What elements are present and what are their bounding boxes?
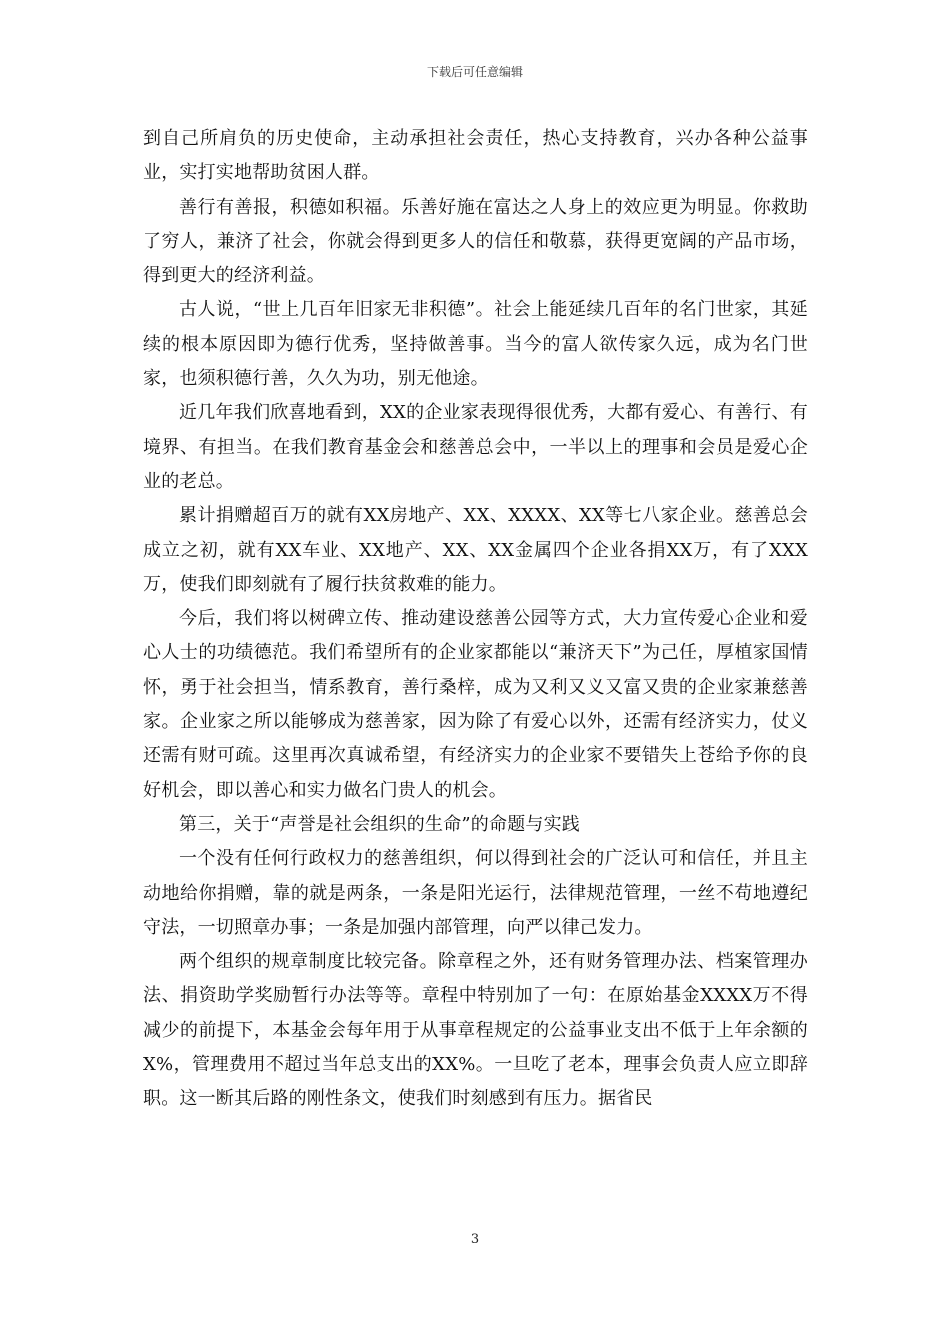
page-header: 下载后可任意编辑 bbox=[426, 65, 523, 79]
paragraph: 古人说，“世上几百年旧家无非积德”。社会上能延续几百年的名门世家，其延续的根本原因即为德行优秀，坚持做善事。当今的富人欲传家久远，成为名门世家，也须积德行善，久久为功，别无他途。 bbox=[143, 299, 808, 390]
paragraph: 今后，我们将以树碑立传、推动建设慈善公园等方式，大力宣传爱心企业和爱心人士的功绩德范。我们希望所有的企业家都能以“兼济天下”为己任，厚植家国情怀，勇于社会担当，情系教育，善行桑梓，成为又利又义又富又贵的企业家兼慈善家。企业家之所以能够成为慈善家，因为除了有爱心以外，还需有经济实力，仗义还需有财可疏。这里再次真诚希望，有经济实力的企业家不要错失上苍给予你的良好机会，即以善心和实力做名门贵人的机会。 bbox=[143, 608, 808, 801]
paragraph: 累计捐赠超百万的就有XX房地产、XX、XXXX、XX等七八家企业。慈善总会成立之初，就有XX车业、XX地产、XX、XX金属四个企业各捐XX万，有了XXX万，使我们即刻就有了履行扶贫救难的能力。 bbox=[143, 505, 808, 595]
paragraph: 善行有善报，积德如积福。乐善好施在富达之人身上的效应更为明显。你救助了穷人，兼济了社会，你就会得到更多人的信任和敬慕，获得更宽阔的产品市场，得到更大的经济利益。 bbox=[143, 196, 808, 287]
page-number: 3 bbox=[470, 1232, 480, 1247]
paragraph-continuation: 到自己所肩负的历史使命，主动承担社会责任，热心支持教育，兴办各种公益事业，实打实地帮助贫困人群。 bbox=[143, 128, 808, 184]
section-heading: 第三，关于“声誉是社会组织的生命”的命题与实践 bbox=[179, 813, 581, 835]
document-body bbox=[143, 122, 808, 1117]
paragraph: 一个没有任何行政权力的慈善组织，何以得到社会的广泛认可和信任，并且主动地给你捐赠，靠的就是两条，一条是阳光运行，法律规范管理，一丝不苟地遵纪守法，一切照章办事；一条是加强内部管理，向严以律己发力。 bbox=[143, 848, 808, 938]
paragraph: 近几年我们欣喜地看到，XX的企业家表现得很优秀，大都有爱心、有善行、有境界、有担当。在我们教育基金会和慈善总会中，一半以上的理事和会员是爱心企业的老总。 bbox=[143, 402, 808, 492]
paragraph: 两个组织的规章制度比较完备。除章程之外，还有财务管理办法、档案管理办法、捐资助学奖励暂行办法等等。章程中特别加了一句：在原始基金XXXX万不得减少的前提下，本基金会每年用于从事章程规定的公益事业支出不低于上年余额的X%，管理费用不超过当年总支出的XX%。一旦吃了老本，理事会负责人应立即辞职。这一断其后路的刚性条文，使我们时刻感到有压力。据省民 bbox=[143, 951, 808, 1110]
